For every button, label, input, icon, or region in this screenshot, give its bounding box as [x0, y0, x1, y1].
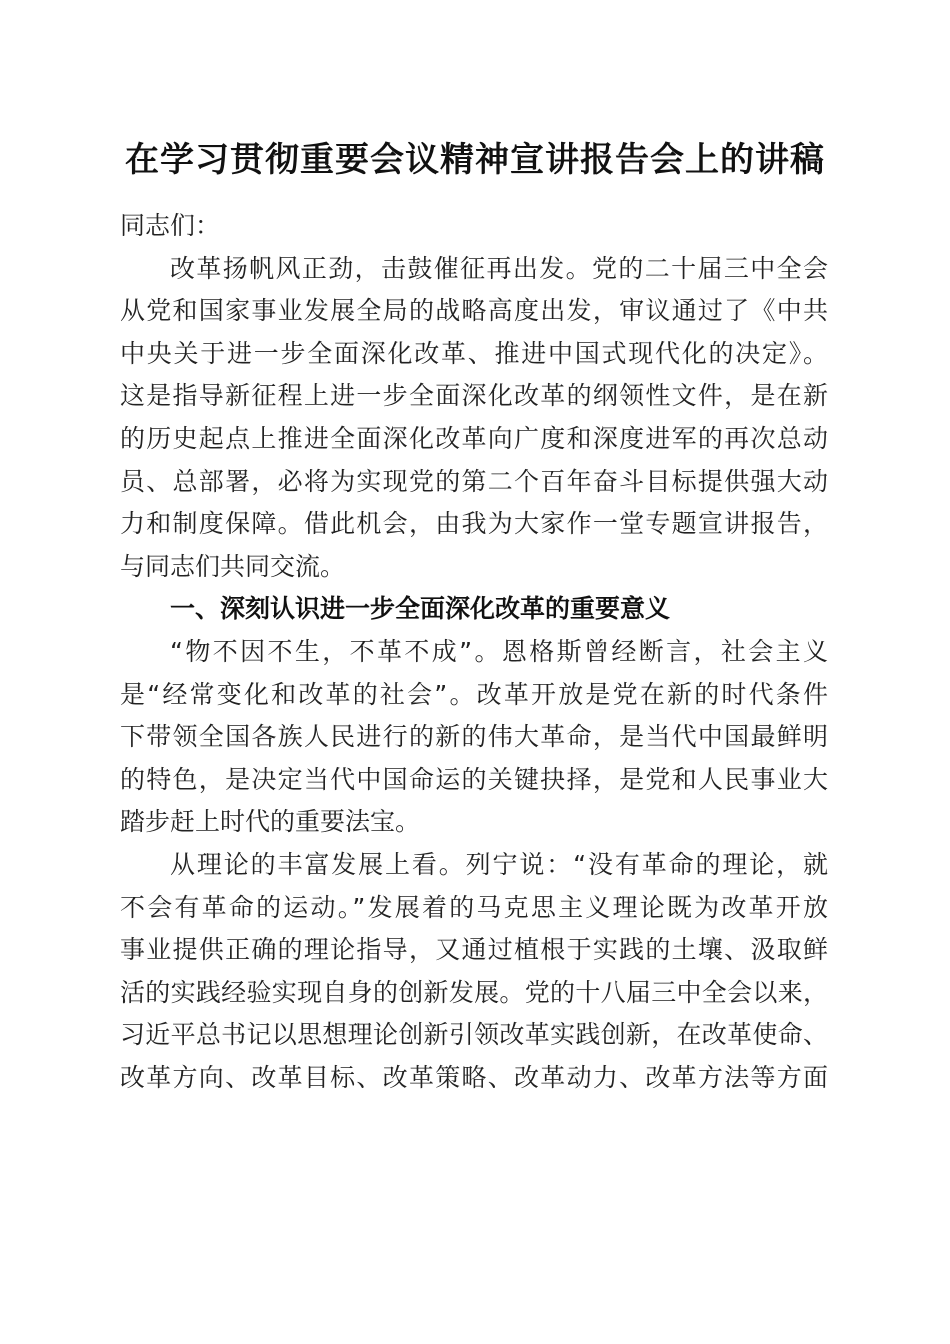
paragraph-line: 是“经常变化和改革的社会”。改革开放是党在新的时代条件 — [120, 679, 828, 709]
paragraph-line: 从理论的丰富发展上看。列宁说：“没有革命的理论，就 — [170, 849, 828, 879]
paragraph-line: 踏步赶上时代的重要法宝。 — [120, 807, 421, 837]
document-body — [120, 205, 828, 1099]
paragraph-line: 的历史起点上推进全面深化改革向广度和深度进军的再次总动 — [120, 423, 828, 453]
paragraph-line: 不会有革命的运动。”发展着的马克思主义理论既为改革开放 — [120, 892, 828, 922]
paragraph-line: 从党和国家事业发展全局的战略高度出发，审议通过了《中共 — [120, 296, 828, 326]
paragraph-line: 力和制度保障。借此机会，由我为大家作一堂专题宣讲报告， — [120, 509, 828, 539]
paragraph-line: 这是指导新征程上进一步全面深化改革的纲领性文件，是在新 — [120, 381, 828, 411]
paragraph-line: 员、总部署，必将为实现党的第二个百年奋斗目标提供强大动 — [120, 466, 828, 496]
paragraph-line: 中央关于进一步全面深化改革、推进中国式现代化的决定》。 — [120, 338, 828, 368]
paragraph-line: 改革方向、改革目标、改革策略、改革动力、改革方法等方面 — [120, 1062, 828, 1092]
document-title: 在学习贯彻重要会议精神宣讲报告会上的讲稿 — [125, 140, 825, 180]
paragraph-line: 的特色，是决定当代中国命运的关键抉择，是党和人民事业大 — [120, 764, 828, 794]
paragraph-line: 活的实践经验实现自身的创新发展。党的十八届三中全会以来， — [120, 977, 828, 1007]
paragraph-theory — [120, 844, 828, 1100]
paragraph-significance — [120, 631, 828, 844]
paragraph-line: 与同志们共同交流。 — [120, 551, 346, 581]
paragraph-line: 习近平总书记以思想理论创新引领改革实践创新，在改革使命、 — [120, 1020, 828, 1050]
salutation: 同志们： — [120, 211, 221, 240]
paragraph-line: “物不因不生，不革不成”。恩格斯曾经断言，社会主义 — [170, 636, 828, 666]
paragraph-intro — [120, 248, 828, 589]
paragraph-line: 下带领全国各族人民进行的新的伟大革命，是当代中国最鲜明 — [120, 722, 828, 752]
paragraph-line: 事业提供正确的理论指导，又通过植根于实践的土壤、汲取鲜 — [120, 935, 828, 965]
section-heading: 一、深刻认识进一步全面深化改革的重要意义 — [170, 594, 671, 624]
paragraph-line: 改革扬帆风正劲，击鼓催征再出发。党的二十届三中全会 — [170, 253, 828, 283]
